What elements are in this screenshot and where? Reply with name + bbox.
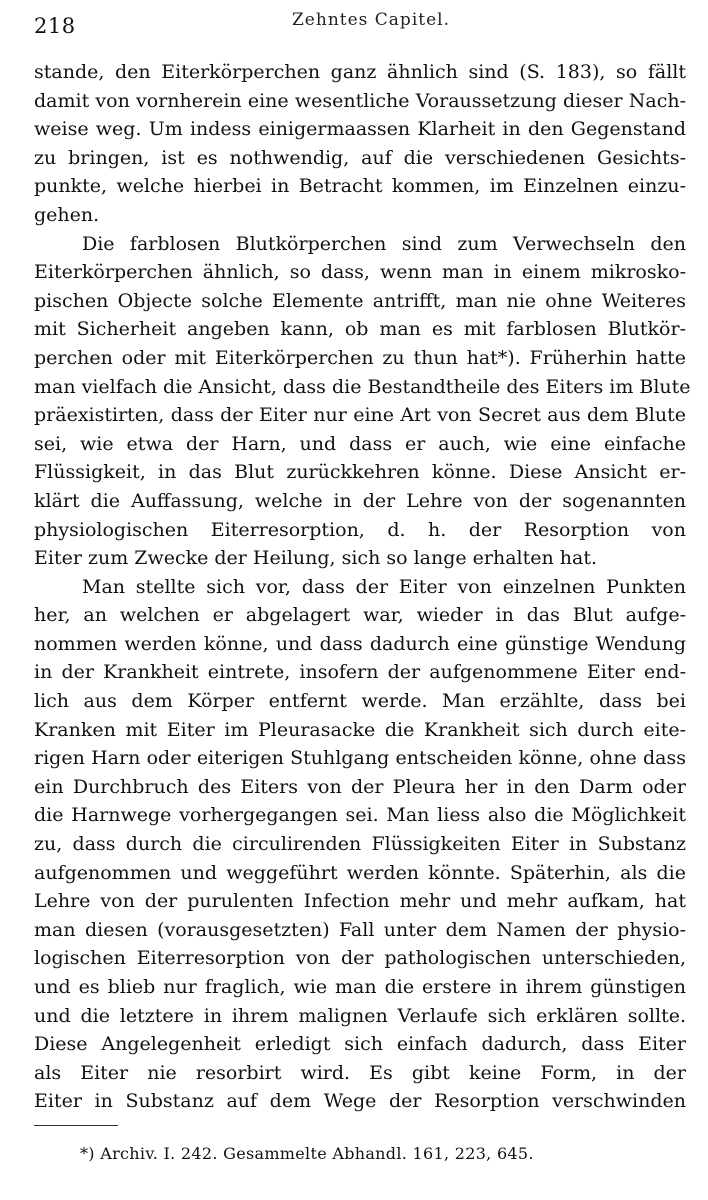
text-line: perchen oder mit Eiterkörperchen zu thun hat*). Früherhin hatte [34,346,686,369]
text-line: stande, den Eiterkörperchen ganz ähnlich sind (S. 183), so fällt [34,61,686,83]
text-line: aufgenommen und weggeführt werden könnte. Späterhin, als die [34,861,686,884]
text-line: Kranken mit Eiter im Pleurasacke die Krankheit sich durch eite- [34,718,686,741]
text-line: klärt die Auffassung, welche in der Lehre von der sogenannten [34,489,686,512]
text-line: Man stellte sich vor, dass der Eiter von einzelnen Punkten [82,575,686,598]
text-line: rigen Harn oder eiterigen Stuhlgang entscheiden könne, ohne dass [34,747,686,770]
running-head: Zehntes Capitel. [292,10,450,30]
text-line: nommen werden könne, und dass dadurch eine günstige Wendung [34,632,686,655]
text-line: Flüssigkeit, in das Blut zurückkehren könne. Diese Ansicht er- [34,461,686,484]
text-line: pischen Objecte solche Elemente antrifft, man nie ohne Weiteres [34,289,686,312]
text-line: punkte, welche hierbei in Betracht kommen, im Einzelnen einzu- [34,175,686,198]
text-line: ein Durchbruch des Eiters von der Pleura her in den Darm oder [34,775,686,798]
text-line: Die farblosen Blutkörperchen sind zum Verwechseln den [82,232,686,255]
footnote-divider [34,1125,118,1126]
text-line: und es blieb nur fraglich, wie man die erstere in ihrem günstigen [34,976,686,998]
text-line: physiologischen Eiterresorption, d. h. der Resorption von [34,518,686,541]
text-line: zu bringen, ist es nothwendig, auf die verschiedenen Gesichts- [34,146,686,169]
text-line: Lehre von der purulenten Infection mehr und mehr aufkam, hat [34,890,686,913]
text-line: als Eiter nie resorbirt wird. Es gibt keine Form, in der [34,1061,686,1084]
text-line: gehen. [34,203,100,226]
text-line: zu, dass durch die circulirenden Flüssigkeiten Eiter in Substanz [34,833,686,856]
text-line: und die letztere in ihrem malignen Verlaufe sich erklären sollte. [34,1004,686,1027]
text-line: weise weg. Um indess einigermaassen Klarheit in den Gegenstand [34,118,686,141]
text-line: man vielfach die Ansicht, dass die Bestandtheile des Eiters im Blute [34,375,691,398]
text-line: logischen Eiterresorption von der pathologischen unterschieden, [34,947,686,970]
text-line: damit von vornherein eine wesentliche Voraussetzung dieser Nach- [34,89,686,112]
body-text [34,58,691,1116]
text-line: lich aus dem Körper entfernt werde. Man erzählte, dass bei [34,690,686,713]
text-line: Eiter in Substanz auf dem Wege der Resorption verschwinden [34,1090,686,1113]
text-line: Diese Angelegenheit erledigt sich einfach dadurch, dass Eiter [34,1033,686,1056]
text-line: her, an welchen er abgelagert war, wieder in das Blut aufge- [34,604,686,627]
text-line: mit Sicherheit angeben kann, ob man es mit farblosen Blutkör- [34,318,686,341]
text-line: Eiterkörperchen ähnlich, so dass, wenn man in einem mikrosko- [34,261,686,284]
text-line: sei, wie etwa der Harn, und dass er auch, wie eine einfache [34,432,686,455]
text-line: Eiter zum Zwecke der Heilung, sich so lange erhalten hat. [34,547,598,570]
text-line: präexistirten, dass der Eiter nur eine Art von Secret aus dem Blute [34,404,686,427]
text-line: die Harnwege vorhergegangen sei. Man liess also die Möglichkeit [34,804,686,827]
page-number: 218 [34,14,76,38]
text-line: man diesen (vorausgesetzten) Fall unter dem Namen der physio- [34,918,686,941]
text-line: in der Krankheit eintrete, insofern der aufgenommene Eiter end- [34,661,686,684]
footnote: *) Archiv. I. 242. Gesammelte Abhandl. 161, 223, 645. [80,1144,534,1163]
